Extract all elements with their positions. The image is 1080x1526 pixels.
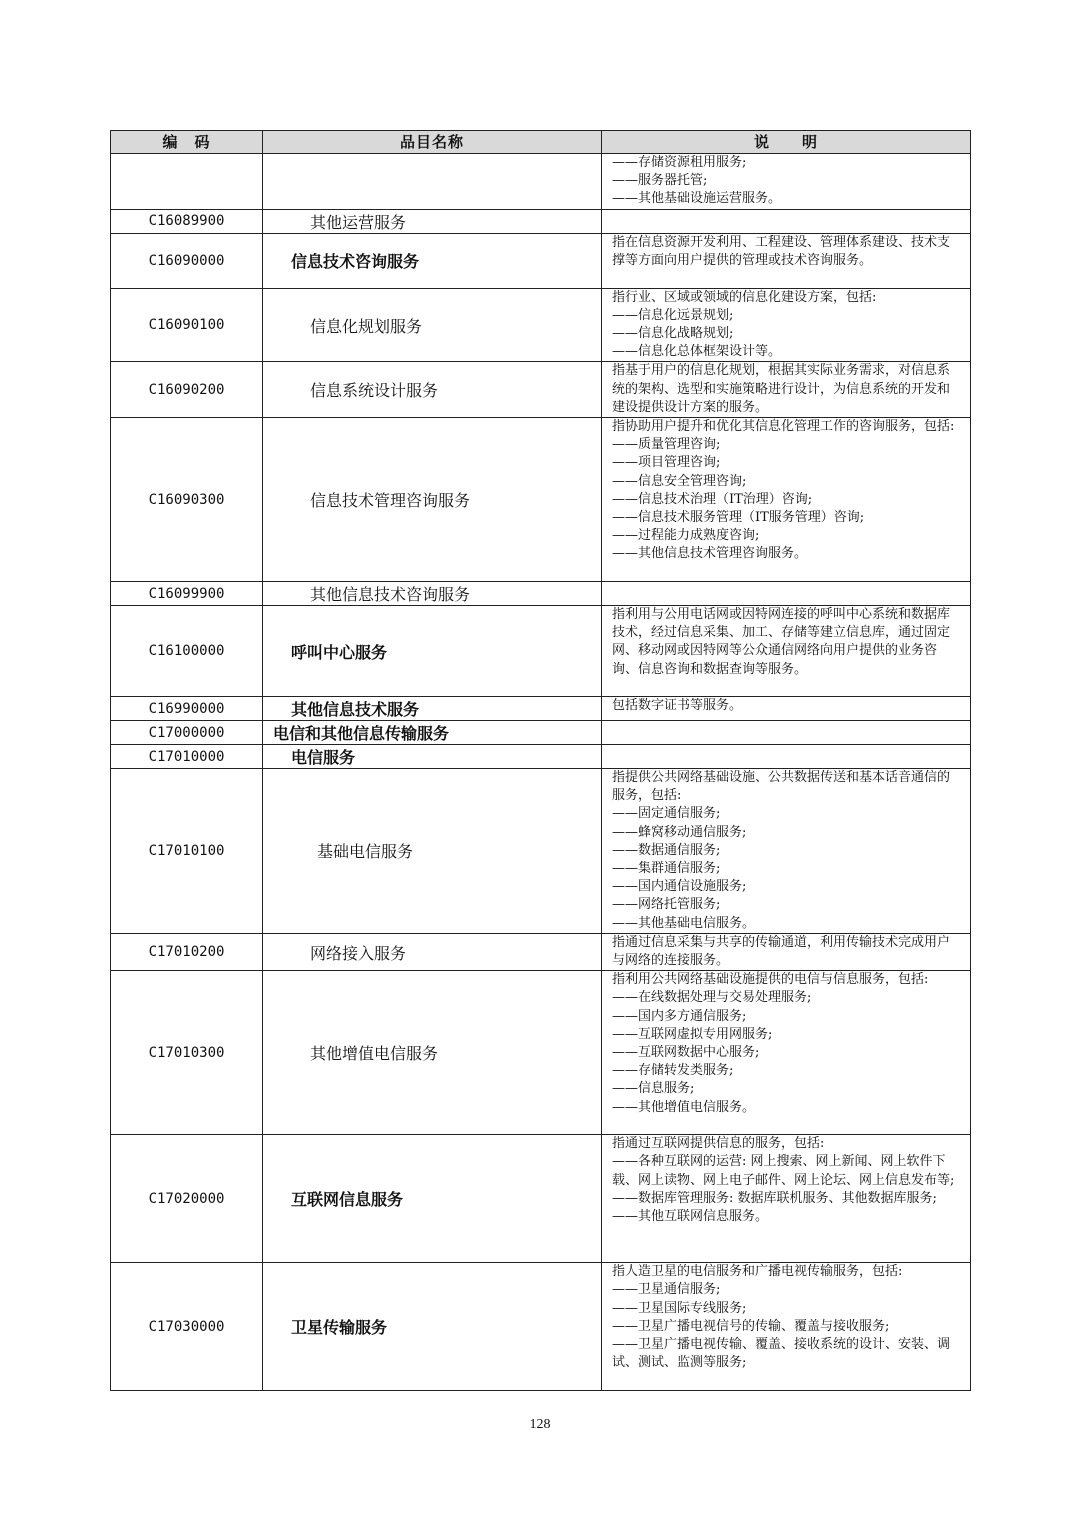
description-line: ——项目管理咨询; xyxy=(612,455,721,471)
description-line: ——国内通信设施服务; xyxy=(612,879,747,895)
item-description xyxy=(602,933,971,970)
description-line: ——信息化远景规划; xyxy=(612,307,734,323)
description-line: ——信息化总体框架设计等。 xyxy=(612,344,782,360)
table-row xyxy=(111,233,971,288)
table-row xyxy=(111,1135,971,1263)
item-code: C16090200 xyxy=(111,362,263,418)
item-name: 电信服务 xyxy=(263,745,602,769)
description-line: ——网络托管服务; xyxy=(612,897,721,913)
catalog-table xyxy=(110,130,971,1391)
item-description xyxy=(602,288,971,362)
item-description xyxy=(602,362,971,418)
header-desc: 说 明 xyxy=(602,131,971,154)
item-code: C16089900 xyxy=(111,209,263,233)
description-line: 指人造卫星的电信服务和广播电视传输服务，包括: xyxy=(612,1264,903,1280)
item-name: 信息技术咨询服务 xyxy=(263,233,602,288)
description-line: 指基于用户的信息化规划，根据其实际业务需求，对信息系统的架构、选型和实施策略进行设计，为信息系统的开发和建设提供设计方案的服务。 xyxy=(612,363,951,415)
table-row xyxy=(111,288,971,362)
description-line: ——信息技术服务管理（IT服务管理）咨询; xyxy=(612,510,865,526)
description-line: ——质量管理咨询; xyxy=(612,437,721,453)
description-line: ——卫星通信服务; xyxy=(612,1282,721,1298)
table-row xyxy=(111,1263,971,1391)
description-line: ——卫星国际专线服务; xyxy=(612,1300,747,1316)
table-row xyxy=(111,721,971,745)
description-line: ——固定通信服务; xyxy=(612,806,721,822)
description-line: 指行业、区域或领域的信息化建设方案，包括: xyxy=(612,289,877,305)
description-line: ——信息安全管理咨询; xyxy=(612,473,747,489)
item-description xyxy=(602,721,971,745)
item-description xyxy=(602,745,971,769)
description-line: ——其他基础电信服务。 xyxy=(612,915,756,931)
item-description xyxy=(602,769,971,934)
item-code: C16100000 xyxy=(111,606,263,697)
description-line: ——在线数据处理与交易处理服务; xyxy=(612,990,812,1006)
item-code: C17010100 xyxy=(111,769,263,934)
item-code: C17030000 xyxy=(111,1263,263,1391)
item-name: 卫星传输服务 xyxy=(263,1263,602,1391)
page-number: 128 xyxy=(529,1417,551,1432)
item-name: 信息技术管理咨询服务 xyxy=(263,418,602,582)
description-line: ——存储资源租用服务; xyxy=(612,155,747,170)
description-line: 指通过互联网提供信息的服务，包括: xyxy=(612,1136,825,1152)
description-line: ——数据通信服务; xyxy=(612,842,721,858)
item-code: C17020000 xyxy=(111,1135,263,1263)
item-name: 基础电信服务 xyxy=(263,769,602,934)
description-line: ——集群通信服务; xyxy=(612,861,721,877)
item-code: C17010300 xyxy=(111,971,263,1135)
item-description xyxy=(602,1263,971,1391)
item-code: C16099900 xyxy=(111,582,263,606)
item-description xyxy=(602,971,971,1135)
description-line: ——蜂窝移动通信服务; xyxy=(612,824,747,840)
table-row xyxy=(111,769,971,934)
description-line: ——互联网虚拟专用网服务; xyxy=(612,1026,773,1042)
description-line: ——其他基础设施运营服务。 xyxy=(612,191,782,207)
header-name: 品目名称 xyxy=(263,131,602,154)
header-code: 编 码 xyxy=(111,131,263,154)
item-description xyxy=(602,209,971,233)
description-line: ——互联网数据中心服务; xyxy=(612,1045,760,1061)
description-line: ——信息服务; xyxy=(612,1081,695,1097)
description-line: 指利用与公用电话网或因特网连接的呼叫中心系统和数据库技术，经过信息采集、加工、存储等建立信息库，通过固定网、移动网或因特网等公众通信网络向用户提供的业务咨询、信息咨询和数据查询等服务。 xyxy=(612,607,951,677)
description-line: 指在信息资源开发利用、工程建设、管理体系建设、技术支撑等方面向用户提供的管理或技术咨询服务。 xyxy=(612,234,951,268)
item-code: C17010000 xyxy=(111,745,263,769)
description-line: ——其他互联网信息服务。 xyxy=(612,1209,769,1225)
table-row xyxy=(111,933,971,970)
item-name: 互联网信息服务 xyxy=(263,1135,602,1263)
item-code: C16090000 xyxy=(111,233,263,288)
item-name: 其他信息技术服务 xyxy=(263,697,602,721)
item-description xyxy=(602,1135,971,1263)
item-name: 电信和其他信息传输服务 xyxy=(263,721,602,745)
description-line: ——信息技术治理（IT治理）咨询; xyxy=(612,491,813,507)
item-name: 信息化规划服务 xyxy=(263,288,602,362)
item-name: 其他增值电信服务 xyxy=(263,971,602,1135)
description-line: 指提供公共网络基础设施、公共数据传送和基本话音通信的服务，包括: xyxy=(612,770,951,804)
table-row xyxy=(111,745,971,769)
item-code: C16090300 xyxy=(111,418,263,582)
table-row xyxy=(111,418,971,582)
description-line: 指利用公共网络基础设施提供的电信与信息服务，包括: xyxy=(612,972,929,988)
description-line: ——存储转发类服务; xyxy=(612,1063,734,1079)
description-line: ——信息化战略规划; xyxy=(612,326,734,342)
table-row xyxy=(111,971,971,1135)
description-line: ——过程能力成熟度咨询; xyxy=(612,528,760,544)
item-name xyxy=(263,154,602,210)
item-code: C17000000 xyxy=(111,721,263,745)
item-name: 信息系统设计服务 xyxy=(263,362,602,418)
table-row xyxy=(111,209,971,233)
description-line: 包括数字证书等服务。 xyxy=(612,698,743,714)
item-description xyxy=(602,606,971,697)
item-name: 呼叫中心服务 xyxy=(263,606,602,697)
table-row xyxy=(111,582,971,606)
description-line: ——国内多方通信服务; xyxy=(612,1008,747,1024)
description-line: ——各种互联网的运营: 网上搜索、网上新闻、网上软件下载、网上读物、网上电子邮件、网上论坛、网上信息发布等; xyxy=(612,1154,955,1188)
table-body xyxy=(111,154,971,1391)
table-row xyxy=(111,362,971,418)
item-description xyxy=(602,418,971,582)
description-line: ——服务器托管; xyxy=(612,173,708,189)
table-row xyxy=(111,606,971,697)
description-line: ——卫星广播电视传输、覆盖、接收系统的设计、安装、调试、测试、监测等服务; xyxy=(612,1337,951,1371)
description-line: ——其他信息技术管理咨询服务。 xyxy=(612,546,808,562)
description-line: ——数据库管理服务: 数据库联机服务、其他数据库服务; xyxy=(612,1190,937,1206)
item-name: 其他信息技术咨询服务 xyxy=(263,582,602,606)
description-line: 指协助用户提升和优化其信息化管理工作的咨询服务，包括: xyxy=(612,419,955,435)
item-code xyxy=(111,154,263,210)
item-description xyxy=(602,233,971,288)
item-description xyxy=(602,154,971,210)
item-code: C17010200 xyxy=(111,933,263,970)
description-line: ——其他增值电信服务。 xyxy=(612,1099,756,1115)
description-line: ——卫星广播电视信号的传输、覆盖与接收服务; xyxy=(612,1318,890,1334)
item-description xyxy=(602,582,971,606)
item-name: 其他运营服务 xyxy=(263,209,602,233)
item-description xyxy=(602,697,971,721)
table-header-row xyxy=(111,131,971,154)
item-code: C16990000 xyxy=(111,697,263,721)
description-line: 指通过信息采集与共享的传输通道，利用传输技术完成用户与网络的连接服务。 xyxy=(612,934,951,969)
table-row xyxy=(111,154,971,210)
item-name: 网络接入服务 xyxy=(263,933,602,970)
item-code: C16090100 xyxy=(111,288,263,362)
table-row xyxy=(111,697,971,721)
